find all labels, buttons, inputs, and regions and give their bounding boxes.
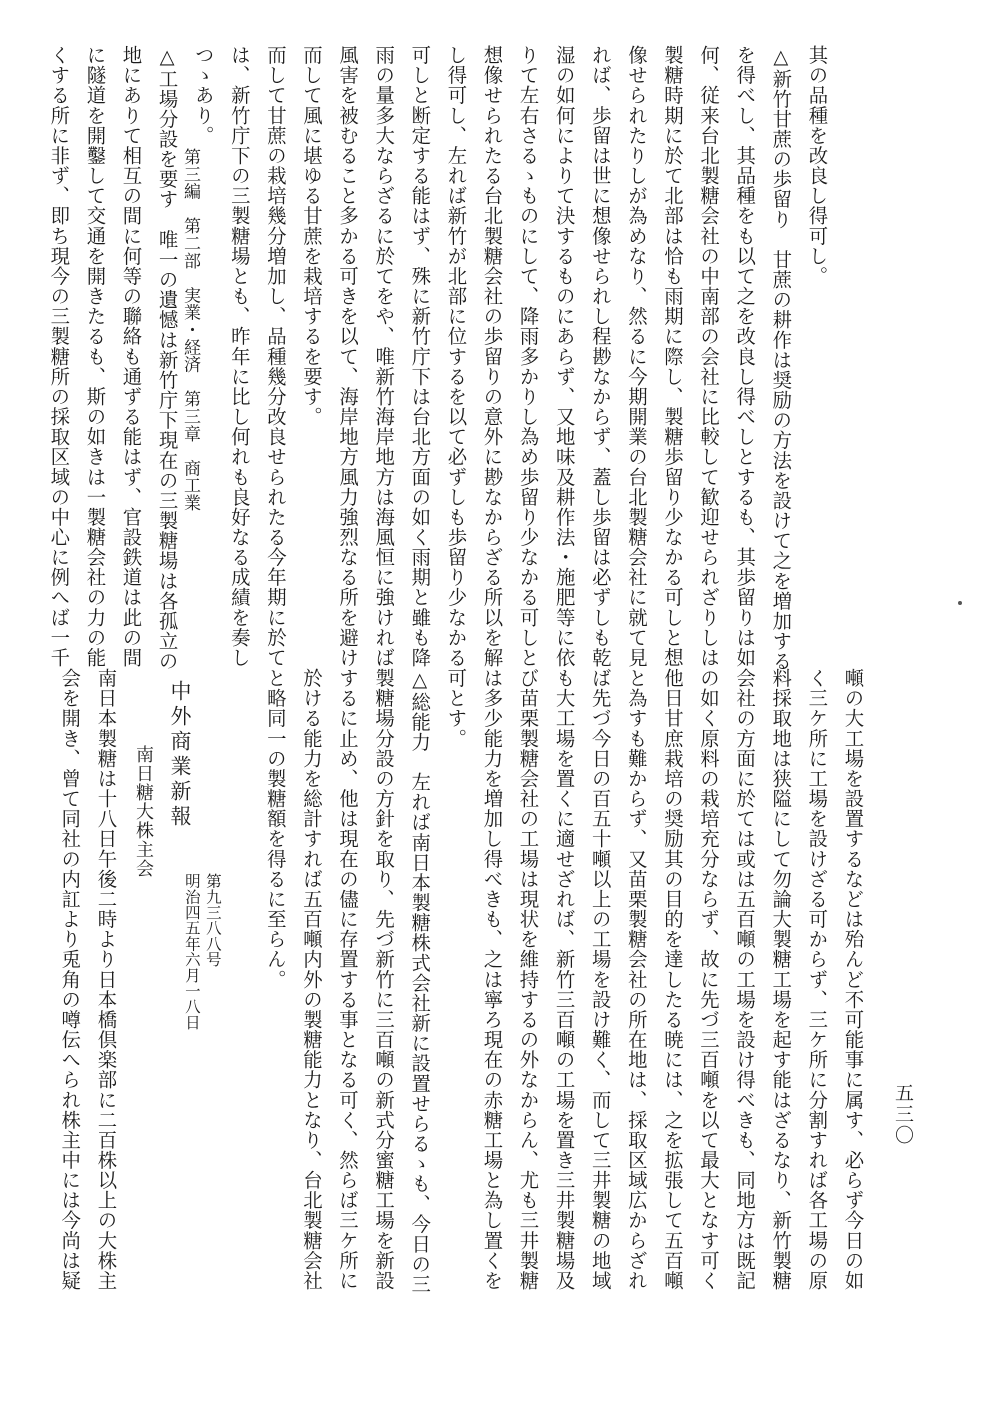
upper-body-column: △新竹甘蔗の歩留り 甘蔗の耕作は奨励の方法を設けて之を増加する <box>769 45 793 672</box>
upper-body-column: れば、歩留は世に想像せられし程尠なからず、蓋し歩留は必ずしも乾 <box>588 45 612 668</box>
lower-body-column: と略同一の製糖額を得るに至らん。 <box>263 668 287 990</box>
lower-body-column: 他日甘庶栽培の奨励其の目的を達したる暁には、之を拡張して五百噸 <box>660 668 684 1291</box>
upper-body-column: し得可し、左れば新竹が北部に位するを以て必ずしも歩留り少なかる <box>444 45 468 668</box>
upper-body-column: 其の品種を改良し得可し。 <box>805 45 829 286</box>
upper-body-column: 而して風に堪ゆる甘蔗を栽培するを要す。 <box>300 45 323 427</box>
lower-body-column: く三ケ所に工場を設けざる可からず、三ケ所に分割すれば各工場の原 <box>805 668 829 1291</box>
lower-body-column: 料採取地は狭隘にして勿論大製糖工場を起す能はざるなり、新竹製糖 <box>769 668 793 1291</box>
upper-body-column: を得べし、其品種をも以て之を改良し得べしとするも、其歩留りは如 <box>733 45 757 668</box>
article-body-column: 会を開き、曾て同社の内訌より兎角の噂伝へられ株主中には今尚は疑 <box>58 668 82 1291</box>
lower-body-column: 於ける能力を総計すれば五百噸内外の製糖能力となり、台北製糖会社 <box>299 668 323 1291</box>
upper-body-column: りて左右さるゝものにして、降雨多かりし為め歩留り少なかる可しと <box>516 45 540 668</box>
upper-body-column: 想像せられたる台北製糖会社の歩留りの意外に尠なからざる所以を解 <box>480 45 504 668</box>
lower-body-column: 製糖場分設の方針を取り、先づ新竹に三百噸の新式分蜜糖工場を新設 <box>372 668 396 1291</box>
page-number: 五三〇 <box>892 1083 914 1146</box>
upper-body-column: △工場分設を要す 唯一の遺憾は新竹庁下現在の三製糖場は各孤立の <box>155 45 179 672</box>
upper-body-column: 像せられたりしが為めなり、然るに今期開業の台北製糖会社に就て見 <box>624 45 648 668</box>
lower-body-column: は多少能力を増加し得べきも、之は寧ろ現在の赤糖工場と為し置くを <box>480 668 504 1291</box>
lower-body-column: び苗栗製糖会社の工場は現状を維持するの外なからん、尤も三井製糖 <box>516 668 540 1291</box>
upper-body-column: 風害を被むること多かる可きを以て、海岸地方風力強烈なる所を避け <box>336 45 360 668</box>
upper-body-column: 雨の量多大ならざるに於てをや、唯新竹海岸地方は海風恒に強ければ <box>372 45 396 668</box>
lower-body-column: ば先づ今日の百五十噸以上の工場を設け難く、而して三井製糖の地域 <box>588 668 612 1291</box>
lower-body-column: と為すも難からず、又苗栗製糖会社の所在地は、採取区域広からざれ <box>624 668 648 1291</box>
upper-body-column: つゝあり。 <box>191 45 215 146</box>
source-issue-number: 第九三八八号 <box>203 873 222 968</box>
lower-body-column: するに止め、他は現在の儘に存置する事となる可く、然らば三ケ所に <box>336 668 359 1291</box>
upper-body-column: 製糖時期に於て北部は恰も雨期に際し、製糖歩留り少なかる可しと想 <box>661 45 684 668</box>
lower-body-column: も大工場を置くに適せざれば、新竹三百噸の工場を置き三井製糖場及 <box>552 668 576 1291</box>
lower-body-column: 噸の大工場を設置するなどは殆んど不可能事に属す、必らず今日の如 <box>841 668 865 1291</box>
upper-body-column: 湿の如何によりて決するものにあらず、又地味及耕作法・施肥等に依 <box>552 45 576 668</box>
article-title: 南日糖大株主会 <box>133 745 154 878</box>
upper-body-column: に隧道を開鑿して交通を開きたるも、斯の如きは一製糖会社の力の能 <box>83 45 107 668</box>
upper-body-column: 而して甘蔗の栽培幾分増加し、品種幾分改良せられたる今年期に於て <box>263 45 287 668</box>
upper-body-column: 地にありて相互の間に何等の聯絡も通ずる能はず、官設鉄道は此の間 <box>119 45 143 668</box>
running-head: 第三編 第二部 実業・経済 第三章 商工業 <box>180 148 200 512</box>
scan-speck <box>958 601 962 605</box>
upper-body-column: くする所に非ず、即ち現今の三製糖所の採取区域の中心に例へば一千 <box>47 45 71 668</box>
lower-body-column: 会社の方面に於ては或は五百噸の工場を設け得べきも、同地方は既記 <box>733 668 757 1291</box>
source-date: 明治四五年六月一八日 <box>182 873 201 1030</box>
upper-body-column: 可しと断定する能はず、殊に新竹庁下は台北方面の如く雨期と雖も降 <box>408 45 432 668</box>
source-newspaper-name: 中外商業新報 <box>168 680 192 830</box>
article-body-column: 南日本製糖は十八日午後二時より日本橋倶楽部に二百株以上の大株主 <box>94 668 118 1291</box>
upper-body-column: 何、従来台北製糖会社の中南部の会社に比較して歓迎せられざりしは <box>697 45 721 668</box>
lower-body-column: の如く原料の栽培充分ならず、故に先づ三百噸を以て最大となす可く <box>697 668 720 1291</box>
lower-body-column: △総能力 左れば南日本製糖株式会社新に設置せらるゝも、今日の三 <box>408 668 432 1295</box>
lower-body-column: 可とす。 <box>444 668 468 749</box>
upper-body-column: は、新竹庁下の三製糖場とも、昨年に比し何れも良好なる成績を奏し <box>227 45 251 668</box>
